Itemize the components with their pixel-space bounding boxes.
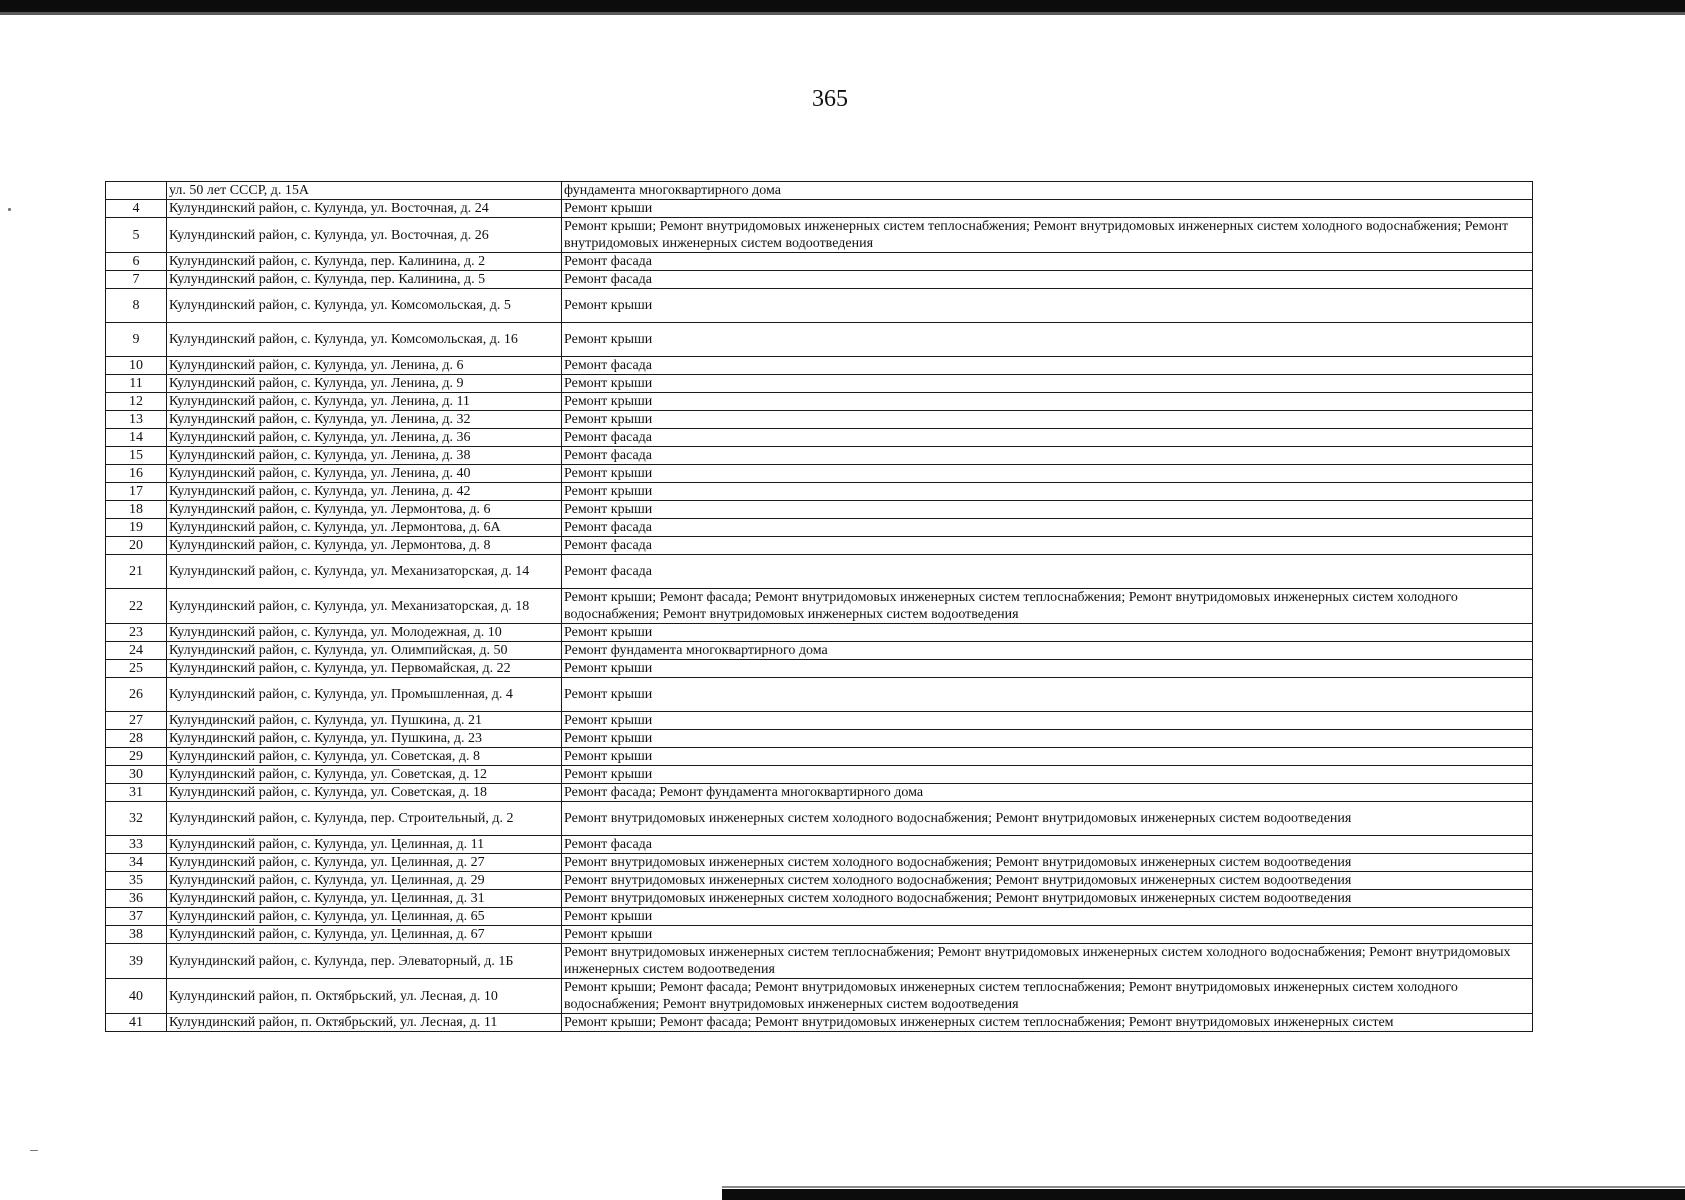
table-row — [106, 429, 1533, 447]
row-number: 9 — [106, 323, 167, 357]
row-address: Кулундинский район, с. Кулунда, ул. Ленина, д. 36 — [167, 429, 562, 447]
scan-top-edge — [0, 0, 1685, 12]
row-number: 6 — [106, 253, 167, 271]
row-address: Кулундинский район, с. Кулунда, ул. Ленина, д. 38 — [167, 447, 562, 465]
table-row — [106, 289, 1533, 323]
row-number: 37 — [106, 908, 167, 926]
row-work: Ремонт фасада — [562, 271, 1533, 289]
row-address: Кулундинский район, с. Кулунда, ул. Ленина, д. 32 — [167, 411, 562, 429]
table-row — [106, 908, 1533, 926]
registry-table-body — [106, 182, 1533, 1032]
row-number: 12 — [106, 393, 167, 411]
row-work: Ремонт крыши — [562, 501, 1533, 519]
row-address: Кулундинский район, с. Кулунда, ул. Восточная, д. 24 — [167, 200, 562, 218]
row-address: Кулундинский район, с. Кулунда, ул. Пушкина, д. 21 — [167, 712, 562, 730]
row-address: Кулундинский район, с. Кулунда, ул. Ленина, д. 9 — [167, 375, 562, 393]
row-work: Ремонт крыши — [562, 678, 1533, 712]
row-address: Кулундинский район, с. Кулунда, ул. Советская, д. 18 — [167, 784, 562, 802]
row-address: Кулундинский район, с. Кулунда, ул. Ленина, д. 42 — [167, 483, 562, 501]
table-row — [106, 944, 1533, 979]
row-address: Кулундинский район, с. Кулунда, ул. Ленина, д. 40 — [167, 465, 562, 483]
row-work: Ремонт фасада — [562, 519, 1533, 537]
row-address: Кулундинский район, с. Кулунда, ул. Олимпийская, д. 50 — [167, 642, 562, 660]
row-work: Ремонт крыши; Ремонт фасада; Ремонт внутридомовых инженерных систем теплоснабжения; Ремонт внутридомовых инженерных систем холодного водоснабжения; Ремонт внутридомовых инженерных систем водоотведения — [562, 979, 1533, 1014]
row-work: Ремонт крыши — [562, 200, 1533, 218]
table-row — [106, 642, 1533, 660]
row-address: Кулундинский район, с. Кулунда, пер. Калинина, д. 2 — [167, 253, 562, 271]
table-row — [106, 784, 1533, 802]
row-address: Кулундинский район, с. Кулунда, ул. Целинная, д. 27 — [167, 854, 562, 872]
table-row — [106, 465, 1533, 483]
table-row — [106, 375, 1533, 393]
row-number: 11 — [106, 375, 167, 393]
row-work: Ремонт фасада — [562, 836, 1533, 854]
row-work: Ремонт фасада — [562, 357, 1533, 375]
row-number: 17 — [106, 483, 167, 501]
row-address: Кулундинский район, с. Кулунда, ул. Лермонтова, д. 6А — [167, 519, 562, 537]
row-work: Ремонт фасада — [562, 429, 1533, 447]
row-work: Ремонт крыши — [562, 766, 1533, 784]
row-address: Кулундинский район, с. Кулунда, ул. Ленина, д. 11 — [167, 393, 562, 411]
row-number: 15 — [106, 447, 167, 465]
registry-table — [105, 181, 1533, 1032]
row-address: Кулундинский район, с. Кулунда, ул. Целинная, д. 31 — [167, 890, 562, 908]
row-work: Ремонт фасада — [562, 537, 1533, 555]
table-row — [106, 537, 1533, 555]
row-number: 16 — [106, 465, 167, 483]
row-address: Кулундинский район, с. Кулунда, ул. Целинная, д. 29 — [167, 872, 562, 890]
row-address: Кулундинский район, с. Кулунда, ул. Целинная, д. 65 — [167, 908, 562, 926]
row-address: Кулундинский район, с. Кулунда, ул. Ленина, д. 6 — [167, 357, 562, 375]
row-work: Ремонт крыши — [562, 465, 1533, 483]
row-work: Ремонт крыши — [562, 908, 1533, 926]
table-row — [106, 483, 1533, 501]
table-row — [106, 712, 1533, 730]
row-address: Кулундинский район, с. Кулунда, ул. Целинная, д. 11 — [167, 836, 562, 854]
row-address: Кулундинский район, с. Кулунда, пер. Строительный, д. 2 — [167, 802, 562, 836]
row-work: Ремонт крыши — [562, 660, 1533, 678]
row-work: Ремонт фасада; Ремонт фундамента многоквартирного дома — [562, 784, 1533, 802]
page-number: 365 — [812, 86, 848, 112]
table-row — [106, 555, 1533, 589]
table-row — [106, 271, 1533, 289]
row-work: Ремонт внутридомовых инженерных систем холодного водоснабжения; Ремонт внутридомовых инженерных систем водоотведения — [562, 890, 1533, 908]
row-number: 33 — [106, 836, 167, 854]
table-row — [106, 854, 1533, 872]
row-number: 27 — [106, 712, 167, 730]
row-address: Кулундинский район, п. Октябрьский, ул. Лесная, д. 11 — [167, 1014, 562, 1032]
scan-bottom-edge — [722, 1189, 1685, 1200]
row-number: 22 — [106, 589, 167, 624]
row-number: 36 — [106, 890, 167, 908]
row-number: 41 — [106, 1014, 167, 1032]
row-number: 4 — [106, 200, 167, 218]
table-row — [106, 926, 1533, 944]
row-number: 38 — [106, 926, 167, 944]
row-number: 40 — [106, 979, 167, 1014]
row-address: Кулундинский район, с. Кулунда, ул. Восточная, д. 26 — [167, 218, 562, 253]
row-number: 26 — [106, 678, 167, 712]
row-address: Кулундинский район, с. Кулунда, ул. Пушкина, д. 23 — [167, 730, 562, 748]
row-work: Ремонт крыши — [562, 926, 1533, 944]
row-number: 28 — [106, 730, 167, 748]
table-row — [106, 253, 1533, 271]
table-row — [106, 447, 1533, 465]
row-work: фундамента многоквартирного дома — [562, 182, 1533, 200]
table-row — [106, 624, 1533, 642]
table-row — [106, 872, 1533, 890]
table-row — [106, 393, 1533, 411]
row-address: Кулундинский район, с. Кулунда, ул. Лермонтова, д. 6 — [167, 501, 562, 519]
row-address: Кулундинский район, с. Кулунда, пер. Элеваторный, д. 1Б — [167, 944, 562, 979]
row-address: Кулундинский район, с. Кулунда, ул. Комсомольская, д. 5 — [167, 289, 562, 323]
table-row — [106, 200, 1533, 218]
row-work: Ремонт крыши; Ремонт внутридомовых инженерных систем теплоснабжения; Ремонт внутридомовых инженерных систем холодного водоснабжения; Ремонт внутридомовых инженерных систем водоотведения — [562, 218, 1533, 253]
row-work: Ремонт фасада — [562, 447, 1533, 465]
table-row — [106, 218, 1533, 253]
row-address: Кулундинский район, с. Кулунда, ул. Советская, д. 8 — [167, 748, 562, 766]
row-number: 8 — [106, 289, 167, 323]
row-address: Кулундинский район, с. Кулунда, ул. Молодежная, д. 10 — [167, 624, 562, 642]
row-work: Ремонт крыши — [562, 483, 1533, 501]
row-number: 14 — [106, 429, 167, 447]
row-number: 13 — [106, 411, 167, 429]
row-work: Ремонт крыши — [562, 375, 1533, 393]
scan-speck — [30, 1150, 38, 1151]
scan-speck — [8, 208, 11, 211]
row-address: Кулундинский район, с. Кулунда, ул. Целинная, д. 67 — [167, 926, 562, 944]
table-row — [106, 836, 1533, 854]
table-row — [106, 182, 1533, 200]
row-work: Ремонт фасада — [562, 253, 1533, 271]
row-number: 5 — [106, 218, 167, 253]
row-number: 32 — [106, 802, 167, 836]
row-address: Кулундинский район, с. Кулунда, ул. Промышленная, д. 4 — [167, 678, 562, 712]
row-number: 39 — [106, 944, 167, 979]
row-work: Ремонт крыши — [562, 730, 1533, 748]
row-number: 23 — [106, 624, 167, 642]
row-work: Ремонт внутридомовых инженерных систем холодного водоснабжения; Ремонт внутридомовых инженерных систем водоотведения — [562, 854, 1533, 872]
row-work: Ремонт крыши — [562, 393, 1533, 411]
row-work: Ремонт внутридомовых инженерных систем теплоснабжения; Ремонт внутридомовых инженерных систем холодного водоснабжения; Ремонт внутридомовых инженерных систем водоотведения — [562, 944, 1533, 979]
row-address: Кулундинский район, с. Кулунда, ул. Лермонтова, д. 8 — [167, 537, 562, 555]
row-work: Ремонт крыши; Ремонт фасада; Ремонт внутридомовых инженерных систем теплоснабжения; Ремонт внутридомовых инженерных систем холодного водоснабжения; Ремонт внутридомовых инженерных систем водоотведения — [562, 589, 1533, 624]
row-address: Кулундинский район, с. Кулунда, пер. Калинина, д. 5 — [167, 271, 562, 289]
row-number: 24 — [106, 642, 167, 660]
row-address: Кулундинский район, с. Кулунда, ул. Механизаторская, д. 18 — [167, 589, 562, 624]
table-row — [106, 730, 1533, 748]
table-row — [106, 519, 1533, 537]
scan-top-edge-shadow — [0, 12, 1685, 15]
row-address: Кулундинский район, с. Кулунда, ул. Советская, д. 12 — [167, 766, 562, 784]
table-row — [106, 411, 1533, 429]
table-row — [106, 748, 1533, 766]
row-number: 25 — [106, 660, 167, 678]
row-number: 30 — [106, 766, 167, 784]
row-work: Ремонт крыши — [562, 748, 1533, 766]
row-work: Ремонт крыши — [562, 323, 1533, 357]
row-number: 7 — [106, 271, 167, 289]
row-number: 34 — [106, 854, 167, 872]
table-row — [106, 357, 1533, 375]
row-work: Ремонт крыши — [562, 411, 1533, 429]
row-number: 29 — [106, 748, 167, 766]
row-work: Ремонт крыши — [562, 289, 1533, 323]
row-number: 10 — [106, 357, 167, 375]
row-number — [106, 182, 167, 200]
table-row — [106, 890, 1533, 908]
row-address: Кулундинский район, с. Кулунда, ул. Комсомольская, д. 16 — [167, 323, 562, 357]
table-row — [106, 766, 1533, 784]
table-row — [106, 660, 1533, 678]
table-row — [106, 802, 1533, 836]
row-number: 21 — [106, 555, 167, 589]
row-work: Ремонт внутридомовых инженерных систем холодного водоснабжения; Ремонт внутридомовых инженерных систем водоотведения — [562, 802, 1533, 836]
row-work: Ремонт крыши — [562, 712, 1533, 730]
row-work: Ремонт крыши — [562, 624, 1533, 642]
row-number: 18 — [106, 501, 167, 519]
row-address: Кулундинский район, с. Кулунда, ул. Механизаторская, д. 14 — [167, 555, 562, 589]
table-row — [106, 501, 1533, 519]
table-row — [106, 1014, 1533, 1032]
row-work: Ремонт фундамента многоквартирного дома — [562, 642, 1533, 660]
row-address: ул. 50 лет СССР, д. 15А — [167, 182, 562, 200]
row-work: Ремонт крыши; Ремонт фасада; Ремонт внутридомовых инженерных систем теплоснабжения; Ремонт внутридомовых инженерных систем — [562, 1014, 1533, 1032]
row-work: Ремонт внутридомовых инженерных систем холодного водоснабжения; Ремонт внутридомовых инженерных систем водоотведения — [562, 872, 1533, 890]
row-work: Ремонт фасада — [562, 555, 1533, 589]
row-address: Кулундинский район, с. Кулунда, ул. Первомайская, д. 22 — [167, 660, 562, 678]
table-row — [106, 678, 1533, 712]
table-row — [106, 589, 1533, 624]
row-number: 20 — [106, 537, 167, 555]
table-row — [106, 323, 1533, 357]
row-number: 35 — [106, 872, 167, 890]
row-address: Кулундинский район, п. Октябрьский, ул. Лесная, д. 10 — [167, 979, 562, 1014]
row-number: 31 — [106, 784, 167, 802]
table-row — [106, 979, 1533, 1014]
scan-bottom-edge-shadow — [722, 1186, 1685, 1188]
row-number: 19 — [106, 519, 167, 537]
